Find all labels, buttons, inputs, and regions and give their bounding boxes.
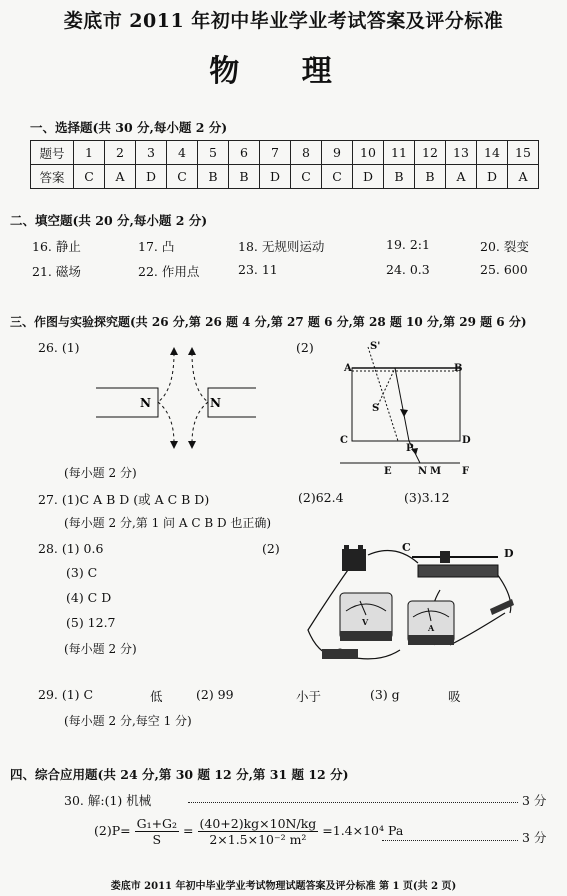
fill-item: 23. 11 bbox=[238, 262, 278, 277]
magnet-field-diagram bbox=[96, 345, 256, 450]
table-cell: 题号 bbox=[31, 141, 74, 165]
q29-answer: 小于 bbox=[296, 689, 322, 704]
magnet-pole-label: N bbox=[140, 396, 151, 410]
table-cell: 6 bbox=[229, 141, 260, 165]
arrow-up-icon bbox=[170, 347, 178, 355]
q30-line1: 30. 解:(1) 机械 bbox=[64, 793, 152, 808]
circuit-label: V bbox=[362, 617, 369, 627]
optics-diagram bbox=[330, 335, 480, 477]
table-cell: 10 bbox=[353, 141, 384, 165]
circuit-label: A bbox=[428, 623, 435, 633]
fill-item: 19. 2:1 bbox=[386, 237, 430, 252]
arrow-down-icon bbox=[188, 441, 196, 449]
q28-note: (每小题 2 分) bbox=[64, 642, 137, 656]
table-cell: 15 bbox=[508, 141, 539, 165]
q26-label: 26. (1) bbox=[38, 340, 80, 355]
table-cell: D bbox=[260, 165, 291, 189]
table-cell: 3 bbox=[136, 141, 167, 165]
arrow-up-icon bbox=[188, 347, 196, 355]
fraction-denominator: 2×1.5×10⁻² m² bbox=[209, 832, 307, 847]
optics-label: S bbox=[372, 403, 380, 414]
dotted-leader bbox=[188, 802, 518, 803]
q27-part2: (2)62.4 bbox=[298, 490, 344, 505]
fill-item: 25. 600 bbox=[480, 262, 528, 277]
subject-title: 物 理 bbox=[209, 54, 358, 89]
fill-item: 20. 裂变 bbox=[480, 239, 529, 254]
q28-label: 28. (1) 0.6 bbox=[38, 541, 104, 556]
q29-part3: (3) g bbox=[370, 687, 400, 702]
table-cell: C bbox=[167, 165, 198, 189]
table-cell: C bbox=[291, 165, 322, 189]
page-title: 娄底市 2011 年初中毕业学业考试答案及评分标准 bbox=[63, 10, 504, 32]
section-4-heading: 四、综合应用题(共 24 分,第 30 题 12 分,第 31 题 12 分) bbox=[10, 767, 349, 782]
formula-prefix: (2)P= bbox=[94, 823, 131, 838]
q28-item: (4) C D bbox=[66, 590, 112, 605]
q26-part2-label: (2) bbox=[296, 340, 314, 355]
fraction bbox=[135, 816, 179, 847]
fraction-denominator: S bbox=[152, 832, 162, 847]
arrow-down-icon bbox=[170, 441, 178, 449]
optics-label: D bbox=[462, 435, 471, 446]
table-cell: C bbox=[74, 165, 105, 189]
section-1-heading: 一、选择题(共 30 分,每小题 2 分) bbox=[30, 120, 228, 135]
table-cell: D bbox=[353, 165, 384, 189]
table-cell: 11 bbox=[384, 141, 415, 165]
page-footer: 娄底市 2011 年初中毕业学业考试物理试题答案及评分标准 第 1 页(共 2 页) bbox=[110, 881, 457, 892]
fraction-numerator: G₁+G₂ bbox=[136, 816, 178, 831]
q28-item: (3) C bbox=[66, 565, 98, 580]
table-cell: 7 bbox=[260, 141, 291, 165]
table-cell: 5 bbox=[198, 141, 229, 165]
formula-result: =1.4×10⁴ Pa bbox=[322, 823, 404, 838]
table-row-answers bbox=[31, 165, 539, 189]
table-cell: B bbox=[415, 165, 446, 189]
optics-label: B bbox=[454, 363, 463, 374]
answer-table bbox=[30, 140, 539, 189]
equals-sign: = bbox=[183, 823, 194, 838]
optics-label: A bbox=[344, 363, 352, 374]
q29-answer: 吸 bbox=[448, 689, 461, 704]
q29-answer: 低 bbox=[150, 689, 163, 704]
score-label: 3 分 bbox=[522, 793, 547, 808]
q27-note: (每小题 2 分,第 1 问 A C B D 也正确) bbox=[64, 516, 272, 530]
table-cell: 答案 bbox=[31, 165, 74, 189]
fill-item: 18. 无规则运动 bbox=[238, 239, 325, 254]
fraction-numerator: (40+2)kg×10N/kg bbox=[199, 816, 317, 831]
optics-label: S' bbox=[370, 341, 381, 352]
table-cell: 2 bbox=[105, 141, 136, 165]
q29-note: (每小题 2 分,每空 1 分) bbox=[64, 714, 192, 728]
q29-part2: (2) 99 bbox=[196, 687, 234, 702]
optics-label: M bbox=[430, 466, 442, 477]
table-cell: 8 bbox=[291, 141, 322, 165]
fill-item: 21. 磁场 bbox=[32, 264, 81, 279]
q30-formula bbox=[94, 816, 403, 847]
fill-item: 22. 作用点 bbox=[138, 264, 200, 279]
table-cell: B bbox=[198, 165, 229, 189]
score-label: 3 分 bbox=[522, 830, 547, 845]
fill-item: 16. 静止 bbox=[32, 239, 81, 254]
circuit-diagram bbox=[300, 535, 525, 675]
table-cell: B bbox=[384, 165, 415, 189]
optics-label: P bbox=[406, 443, 414, 454]
q28-part2-label: (2) bbox=[262, 541, 280, 556]
q27-part3: (3)3.12 bbox=[404, 490, 450, 505]
q27-line: 27. (1)C A B D (或 A C B D) bbox=[38, 492, 210, 507]
circuit-label: D bbox=[504, 547, 514, 560]
table-cell: C bbox=[322, 165, 353, 189]
table-row-numbers bbox=[31, 141, 539, 165]
optics-label: F bbox=[462, 466, 470, 477]
magnet-pole-label: N bbox=[210, 396, 221, 410]
section-2-heading: 二、填空题(共 20 分,每小题 2 分) bbox=[10, 213, 208, 228]
dotted-leader bbox=[382, 840, 518, 841]
table-cell: 12 bbox=[415, 141, 446, 165]
rheostat-icon bbox=[412, 551, 498, 577]
table-cell: 14 bbox=[477, 141, 508, 165]
fill-item: 24. 0.3 bbox=[386, 262, 430, 277]
optics-label: N bbox=[418, 466, 428, 477]
q28-item: (5) 12.7 bbox=[66, 615, 116, 630]
section-3-heading: 三、作图与实验探究题(共 26 分,第 26 题 4 分,第 27 题 6 分,第 28 题 10 分,第 29 题 6 分) bbox=[10, 315, 527, 329]
table-cell: 1 bbox=[74, 141, 105, 165]
table-cell: 9 bbox=[322, 141, 353, 165]
q26-note: (每小题 2 分) bbox=[64, 466, 137, 480]
table-cell: A bbox=[508, 165, 539, 189]
table-cell: D bbox=[136, 165, 167, 189]
optics-label: E bbox=[384, 466, 392, 477]
table-cell: 13 bbox=[446, 141, 477, 165]
optics-label: C bbox=[340, 435, 348, 446]
battery-icon bbox=[342, 549, 366, 571]
table-cell: B bbox=[229, 165, 260, 189]
table-cell: A bbox=[446, 165, 477, 189]
fill-item: 17. 凸 bbox=[138, 239, 175, 254]
circuit-label: C bbox=[402, 541, 411, 554]
arrow-down-icon bbox=[400, 409, 408, 417]
q29-part1: 29. (1) C bbox=[38, 687, 94, 702]
table-cell: A bbox=[105, 165, 136, 189]
table-cell: D bbox=[477, 165, 508, 189]
table-cell: 4 bbox=[167, 141, 198, 165]
fraction bbox=[198, 816, 319, 847]
